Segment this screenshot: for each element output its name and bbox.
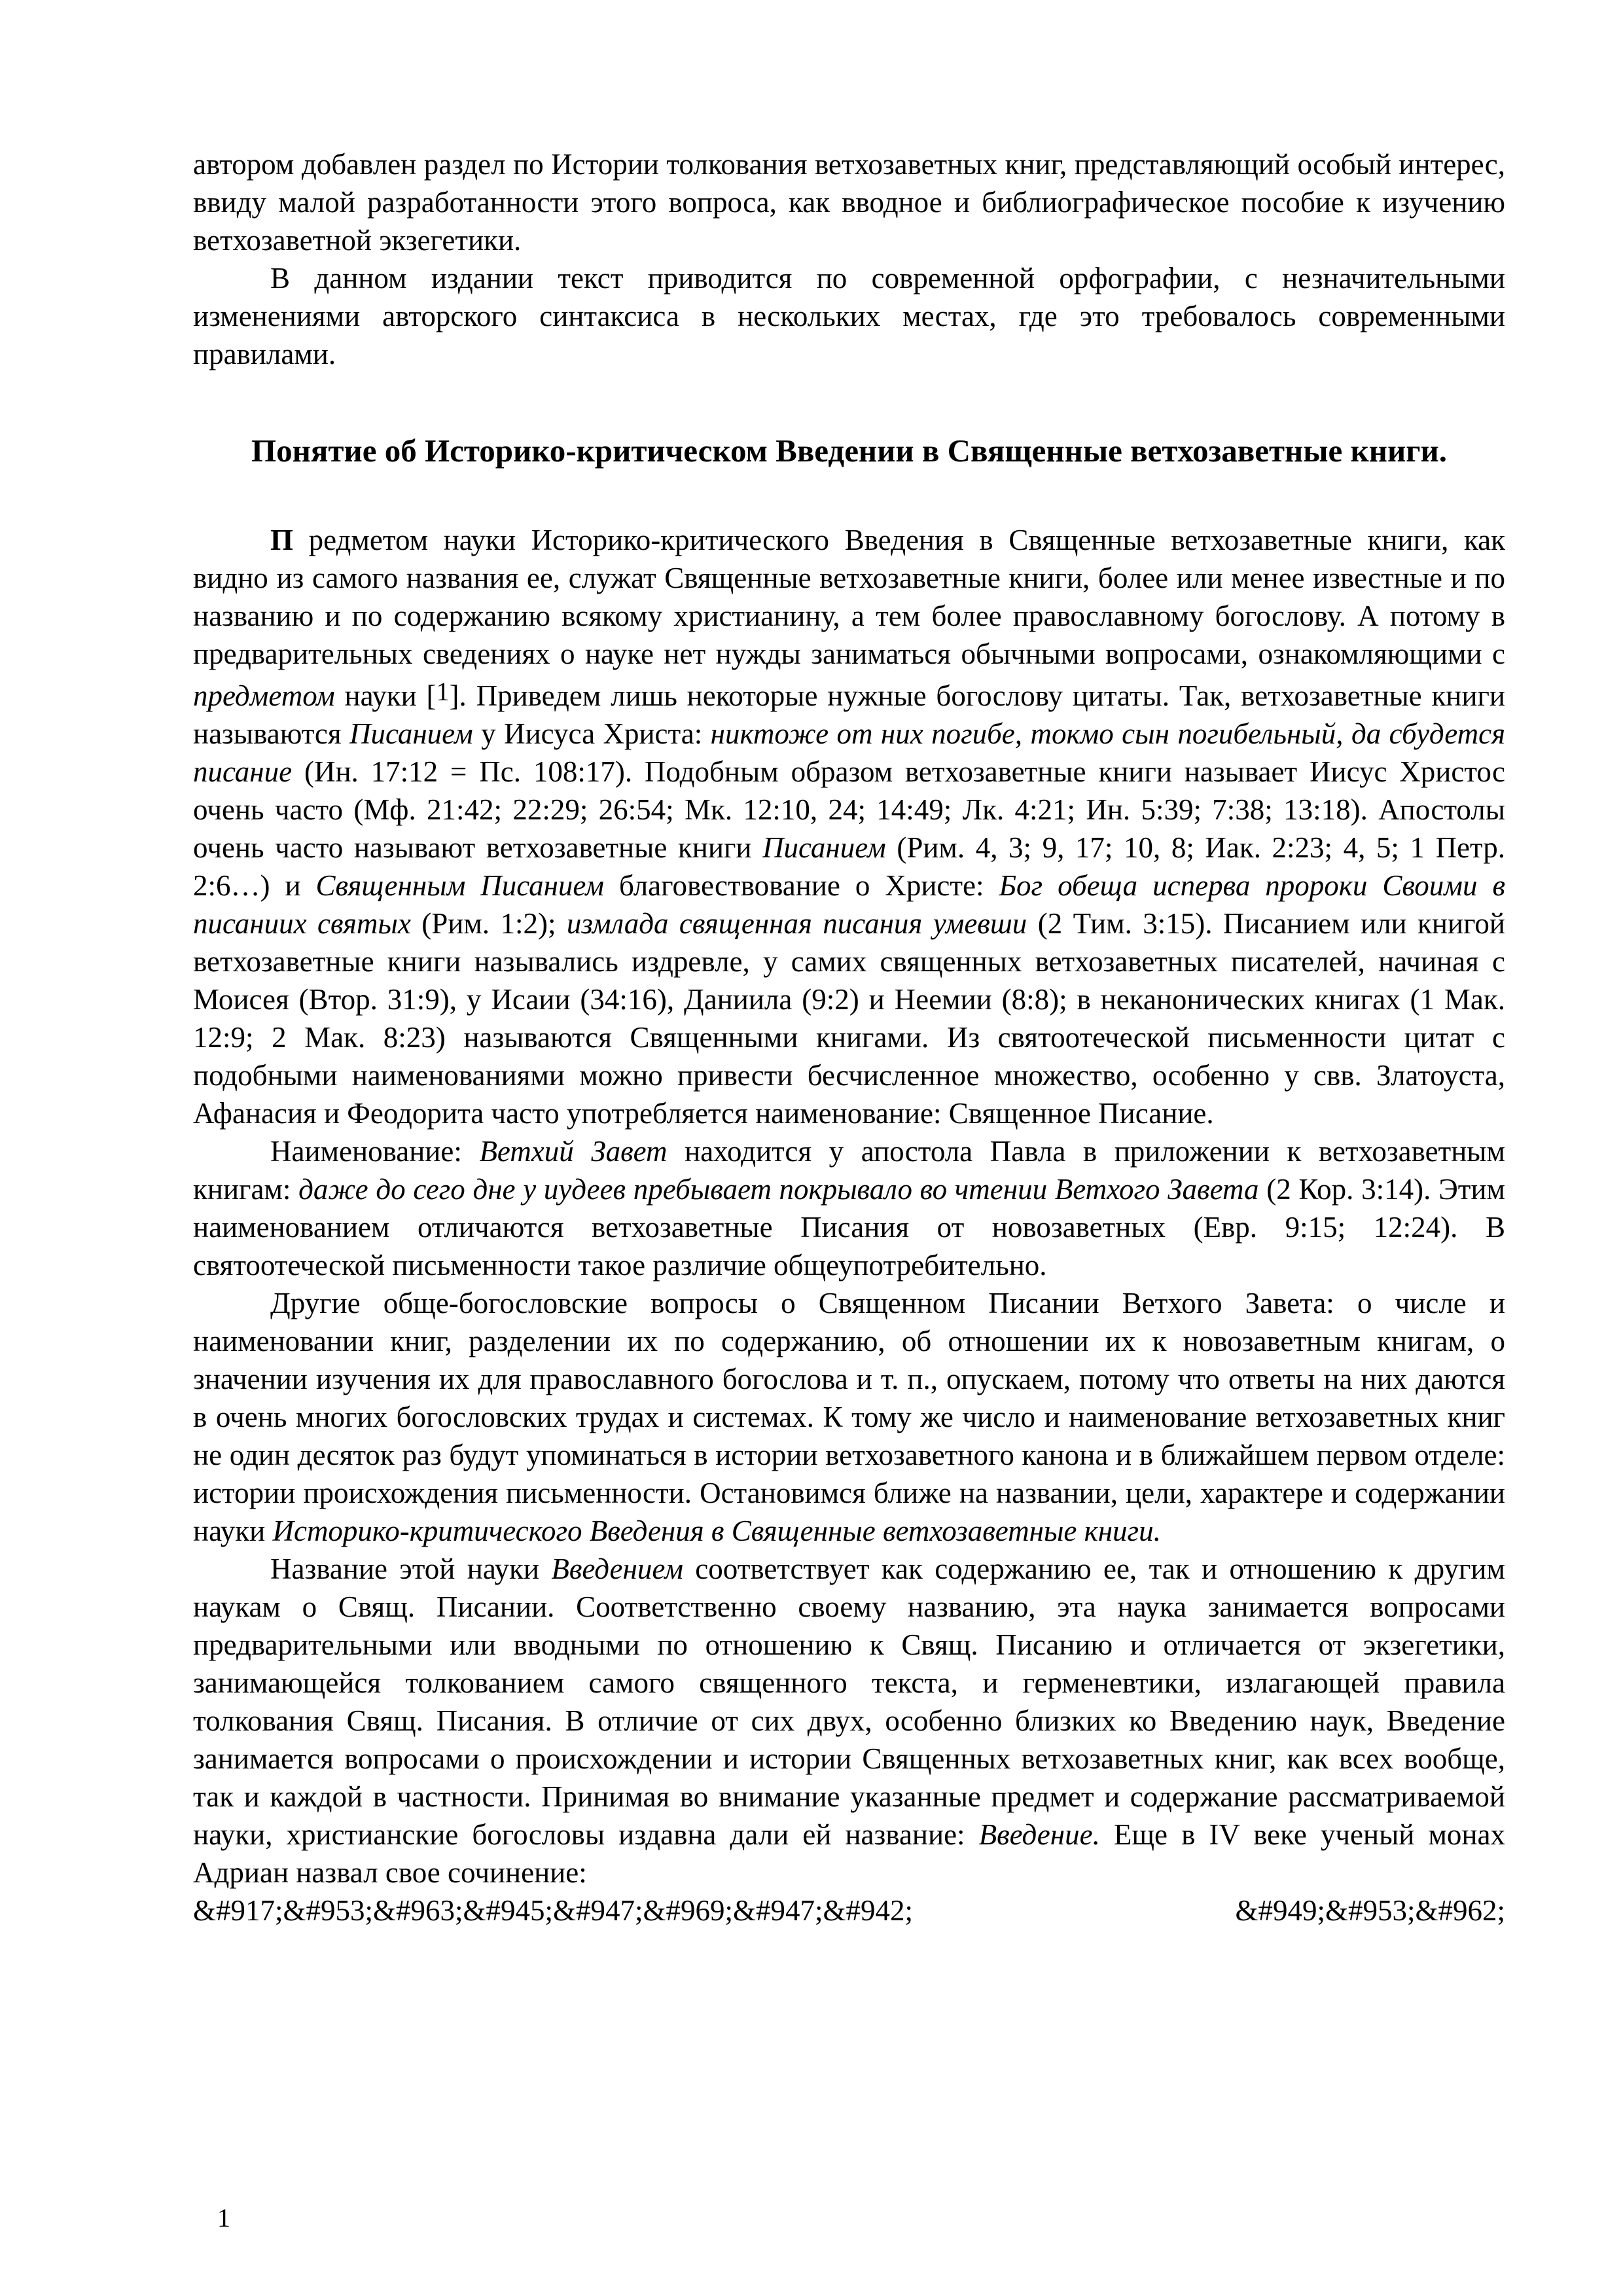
text-run: у Иисуса Христа: (473, 717, 711, 750)
text-run: (Рим. 4, 3; 9, 17; 10, 8; Иак. 2:23; 4, 5; 1 Петр. 2:6…) и (193, 831, 1506, 902)
intro-text-2: В данном издании текст приводится по современной орфографии, с незначительными изменениями авторского синтаксиса в нескольких местах, где это требовалось современными правилами. (193, 262, 1505, 370)
italic-run: Ветхий Завет (479, 1135, 668, 1168)
italic-run: даже до сего дне у иудеев пребывает покрывало во чтении Ветхого Завета (298, 1173, 1259, 1206)
text-run: (2 Тим. 3:15). Писанием или книгой ветхозаветные книги назывались издревле, у самих священных ветхозаветных писателей, начиная с Моисея (Втор. 31:9), у Исаии (34:16), Даниила (9:2) и Неемии (8:8); в неканонических книгах (1 Мак. 12:9; 2 Мак. 8:23) называются Священными книгами. Из святоотеческой письменности цитат с подобными наименованиями можно привести бесчисленное множество, особенно у свв. Златоуста, Афанасия и Феодорита часто употребляется наименование: Священное Писание. (193, 907, 1505, 1130)
ref-number: 1 (436, 677, 450, 706)
italic-run: Введением (551, 1552, 683, 1585)
text-run: Еще в IV веке ученый монах Адриан назвал свое сочинение: (193, 1818, 1505, 1889)
paragraph-old-testament-name (193, 1132, 1505, 1284)
section-heading: Понятие об Историко-критическом Введении в Священные ветхозаветные книги. (251, 433, 1447, 469)
entity-text-right: &#949;&#953;&#962; (1235, 1894, 1505, 1927)
italic-run: Введение. (978, 1818, 1100, 1851)
paragraph-introduction-name (193, 1550, 1505, 1892)
drop-letter: П (270, 524, 294, 556)
footnote-reference[interactable] (427, 679, 459, 712)
text-run: Название этой науки (270, 1552, 552, 1585)
text-run: науки (334, 679, 427, 712)
text-run: (Ин. 17:12 = Пс. 108:17). Подобным образом ветхозаветные книги называет Иисус Христос очень часто (Мф. 21:42; 22:29; 26:54; Мк. 12:10, 24; 14:49; Лк. 4:21; Ин. 5:39; 7:38; 13:18). Апостолы очень часто называют ветхозаветные книги (193, 755, 1505, 864)
page-number: 1 (217, 2203, 230, 2233)
italic-run: Бог обеща исперва пророки Своими в писаниих святых (193, 869, 1505, 940)
italic-run: Писанием (762, 831, 886, 864)
text-run: (2 Кор. 3:14). Этим наименованием отличаются ветхозаветные Писания от новозаветных (Евр. 9:15; 12:24). В святоотеческой письменности такое различие общеупотребительно. (193, 1173, 1506, 1282)
entity-text-left: &#917;&#953;&#963;&#945;&#947;&#969;&#947;&#942; (193, 1894, 914, 1927)
italic-run: Историко-критического Введения в Священные ветхозаветные книги. (272, 1515, 1161, 1547)
text-run: редметом науки Историко-критического Введения в Священные ветхозаветные книги, как видно из самого названия ее, служат Священные ветхозаветные книги, более или менее известные и по названию и по содержанию всякому христианину, а тем более православному богослову. А потому в предварительных сведениях о науке нет нужды заниматься обычными вопросами, ознакомляющими с (193, 524, 1505, 670)
italic-run: никтоже от них погибе, токмо сын погибельный, да сбудется писание (193, 717, 1505, 788)
text-run: . Приведем лишь некоторые нужные богослову цитаты. Так, ветхозаветные книги называются (193, 679, 1506, 750)
paragraph-subject (193, 521, 1505, 1132)
intro-paragraph-2 (193, 259, 1505, 373)
ref-bracket: ] (449, 679, 459, 712)
ref-bracket: [ (426, 679, 437, 712)
text-run: (Рим. 1:2); (410, 907, 567, 940)
text-run: находится у апостола Павла в приложении к ветхозаветным книгам: (193, 1135, 1505, 1206)
paragraph-other-questions (193, 1284, 1505, 1550)
text-run: Другие обще-богословские вопросы о Священном Писании Ветхого Завета: о числе и наименовании книг, разделении их по содержанию, об отношении их к новозаветным книгам, о значении изучения их для православного богослова и т. п., опускаем, потому что ответы на них даются в очень многих богословских трудах и системах. К тому же число и наименование ветхозаветных книг не один десяток раз будут упоминаться в истории ветхозаветного канона и в ближайшем первом отделе: истории происхождения письменности. Остановимся ближе на названии, цели, характере и содержании науки (193, 1287, 1505, 1547)
greek-entity-line (193, 1892, 1505, 1929)
intro-paragraph-1 (193, 145, 1505, 259)
text-run: Наименование: (270, 1135, 480, 1168)
italic-run: измлада священная писания умевши (566, 907, 1027, 940)
italic-run: Священным Писанием (315, 869, 604, 902)
text-run: соответствует как содержанию ее, так и отношению к другим наукам о Свящ. Писании. Соответственно своему названию, эта наука занимается вопросами предварительными или вводными по отношению к Свящ. Писанию и отличается от экзегетики, занимающейся толкованием самого священного текста, и герменевтики, излагающей правила толкования Свящ. Писания. В отличие от сих двух, особенно близких ко Введению наук, Введение занимается вопросами о происхождении и истории Священных ветхозаветных книг, как всех вообще, так и каждой в частности. Принимая во внимание указанные предмет и содержание рассматриваемой науки, христианские богословы издавна дали ей название: (193, 1552, 1505, 1851)
document-page (193, 145, 1505, 1929)
italic-run: Писанием (349, 717, 473, 750)
intro-text-1: автором добавлен раздел по Истории толкования ветхозаветных книг, представляющий особый интерес, ввиду малой разработанности этого вопроса, как вводное и библиографическое пособие к изучению ветхозаветной экзегетики. (193, 148, 1505, 257)
text-run: благовествование о Христе: (603, 869, 999, 902)
italic-run: предметом (193, 679, 335, 712)
